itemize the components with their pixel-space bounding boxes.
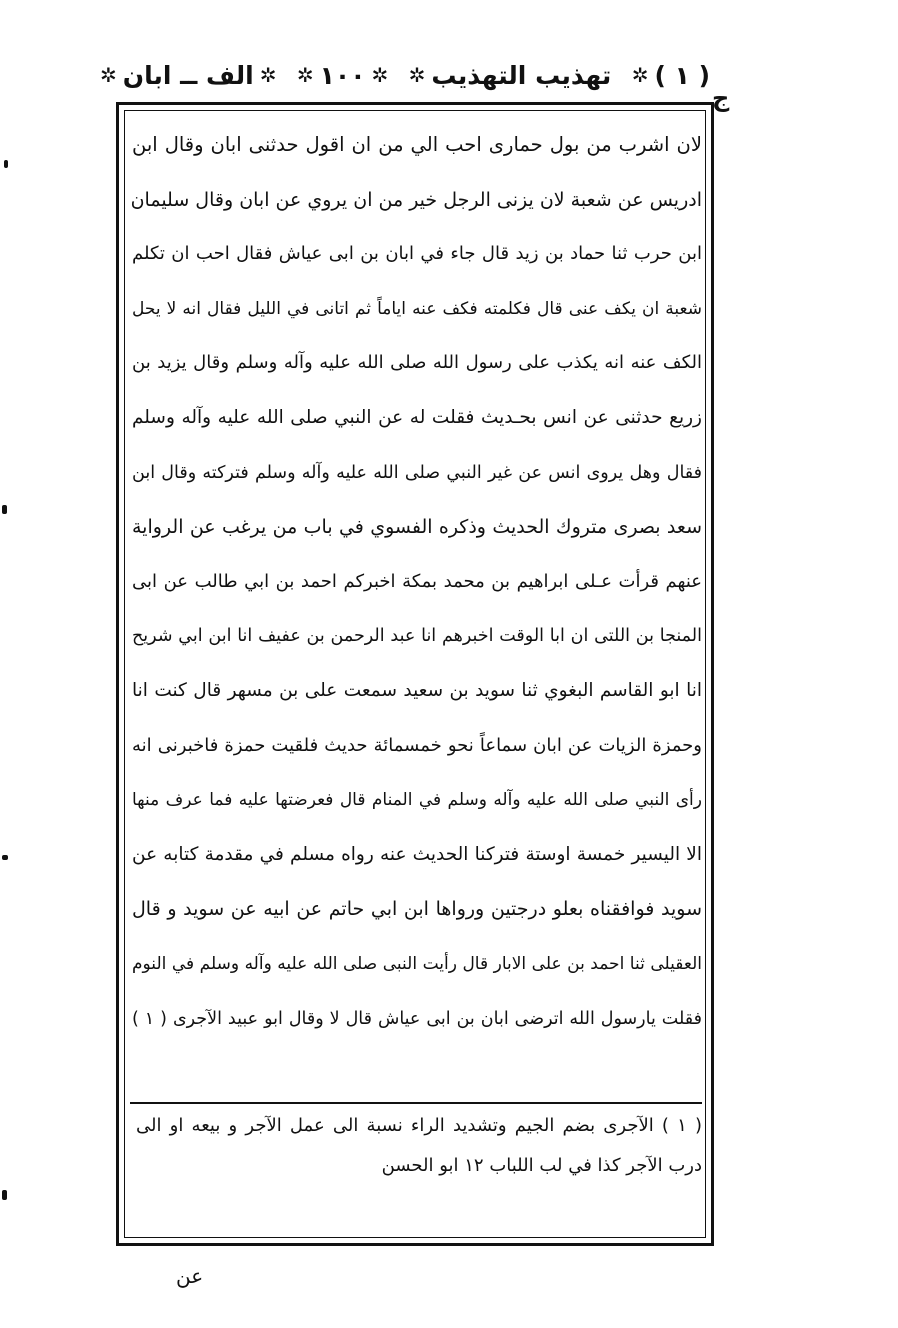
running-header	[100, 52, 710, 98]
text-line: وحمزة الزيات عن ابان سماعاً نحو خمسمائة حديث فلقيت حمزة فاخبرنى انه	[132, 734, 702, 756]
text-line: فقلت يارسول الله اترضى ابان بن ابى عياش قال لا وقال ابو عبيد الآجرى ( ۱ )	[132, 1008, 702, 1029]
scan-edge-mark	[2, 505, 7, 514]
header-note-number: ( ۱ )	[654, 60, 710, 90]
scan-edge-mark	[2, 855, 8, 860]
text-line: ادريس عن شعبة لان يزنى الرجل خير من ان يروي عن ابان وقال سليمان	[130, 188, 702, 211]
text-line: عنهم قرأت عـلى ابراهيم بن محمد بمكة اخبركم احمد بن ابي طالب عن ابى	[132, 570, 702, 592]
text-line: ابن حرب ثنا حماد بن زيد قال جاء في ابان بن ابى عياش فقال احب ان تكلم	[132, 243, 702, 265]
header-book-title: تهذيب التهذيب	[431, 60, 612, 90]
ornament-icon: ✲	[371, 63, 389, 87]
text-line: سويد فوافقناه بعلو درجتين ورواها ابن ابي حاتم عن ابيه عن سويد و قال	[132, 898, 702, 921]
header-section: الف ــ ابان	[122, 60, 254, 90]
footnotes-block	[136, 1106, 702, 1186]
text-line: العقيلى ثنا احمد بن على الابار قال رأيت النبى صلى الله عليه وآله وسلم في النوم	[132, 953, 702, 974]
footnote-divider	[130, 1102, 702, 1104]
text-line: فقال وهل يروى انس عن غير النبي صلى الله عليه وآله وسلم فتركته وقال ابن	[132, 462, 702, 483]
text-line: سعد بصرى متروك الحديث وذكره الفسوي في باب من يرغب عن الرواية	[132, 516, 702, 539]
footnote-line: درب الآجر كذا في لب اللباب ۱۲ ابو الحسن	[381, 1155, 702, 1176]
volume-mark: ج	[712, 84, 730, 112]
text-line: الكف عنه انه يكذب على رسول الله صلى الله عليه وآله وسلم وقال يزيد بن	[132, 352, 702, 374]
page-number: ۱۰۰	[319, 60, 366, 90]
ornament-icon: ✲	[631, 63, 649, 87]
text-line: المنجا بن اللتى ان ابا الوقت اخبرهم انا عبد الرحمن بن عفيف انا ابن ابي شريح	[132, 626, 702, 647]
ornament-icon: ✲	[296, 63, 314, 87]
catchword: عن	[176, 1264, 204, 1288]
scan-edge-mark	[4, 160, 8, 168]
footnote-line: ( ۱ ) الآجرى بضم الجيم وتشديد الراء نسبة الى عمل الآجر و بيعه او الى	[136, 1115, 703, 1136]
header-note-number-group	[632, 61, 710, 90]
ornament-icon: ✲	[408, 63, 426, 87]
header-book-title-group	[409, 61, 612, 90]
header-page-number-group	[297, 61, 388, 90]
scan-edge-mark	[2, 1190, 7, 1200]
ornament-icon: ✲	[100, 63, 117, 87]
text-line: الا اليسير خمسة اوستة فتركنا الحديث عنه رواه مسلم في مقدمة كتابه عن	[132, 843, 702, 865]
text-line: رأى النبي صلى الله عليه وآله وسلم في المنام قال فعرضتها عليه فما عرف منها	[132, 790, 702, 811]
text-line: انا ابو القاسم البغوي ثنا سويد بن سعيد سمعت على بن مسهر قال كنت انا	[132, 679, 702, 701]
text-line: لان اشرب من بول حمارى احب الي من ان اقول حدثنى ابان وقال ابن	[132, 133, 702, 156]
text-line: شعبة ان يكف عنى قال فكلمته فكف عنه اياماً ثم اتانى في الليل فقال انه لا يحل	[132, 298, 702, 319]
text-line: زريع حدثنى عن انس بحـديث فقلت له عن النبي صلى الله عليه وآله وسلم	[132, 406, 702, 428]
ornament-icon: ✲	[259, 63, 277, 87]
header-section-group	[100, 61, 276, 90]
main-text-block	[132, 118, 702, 1046]
